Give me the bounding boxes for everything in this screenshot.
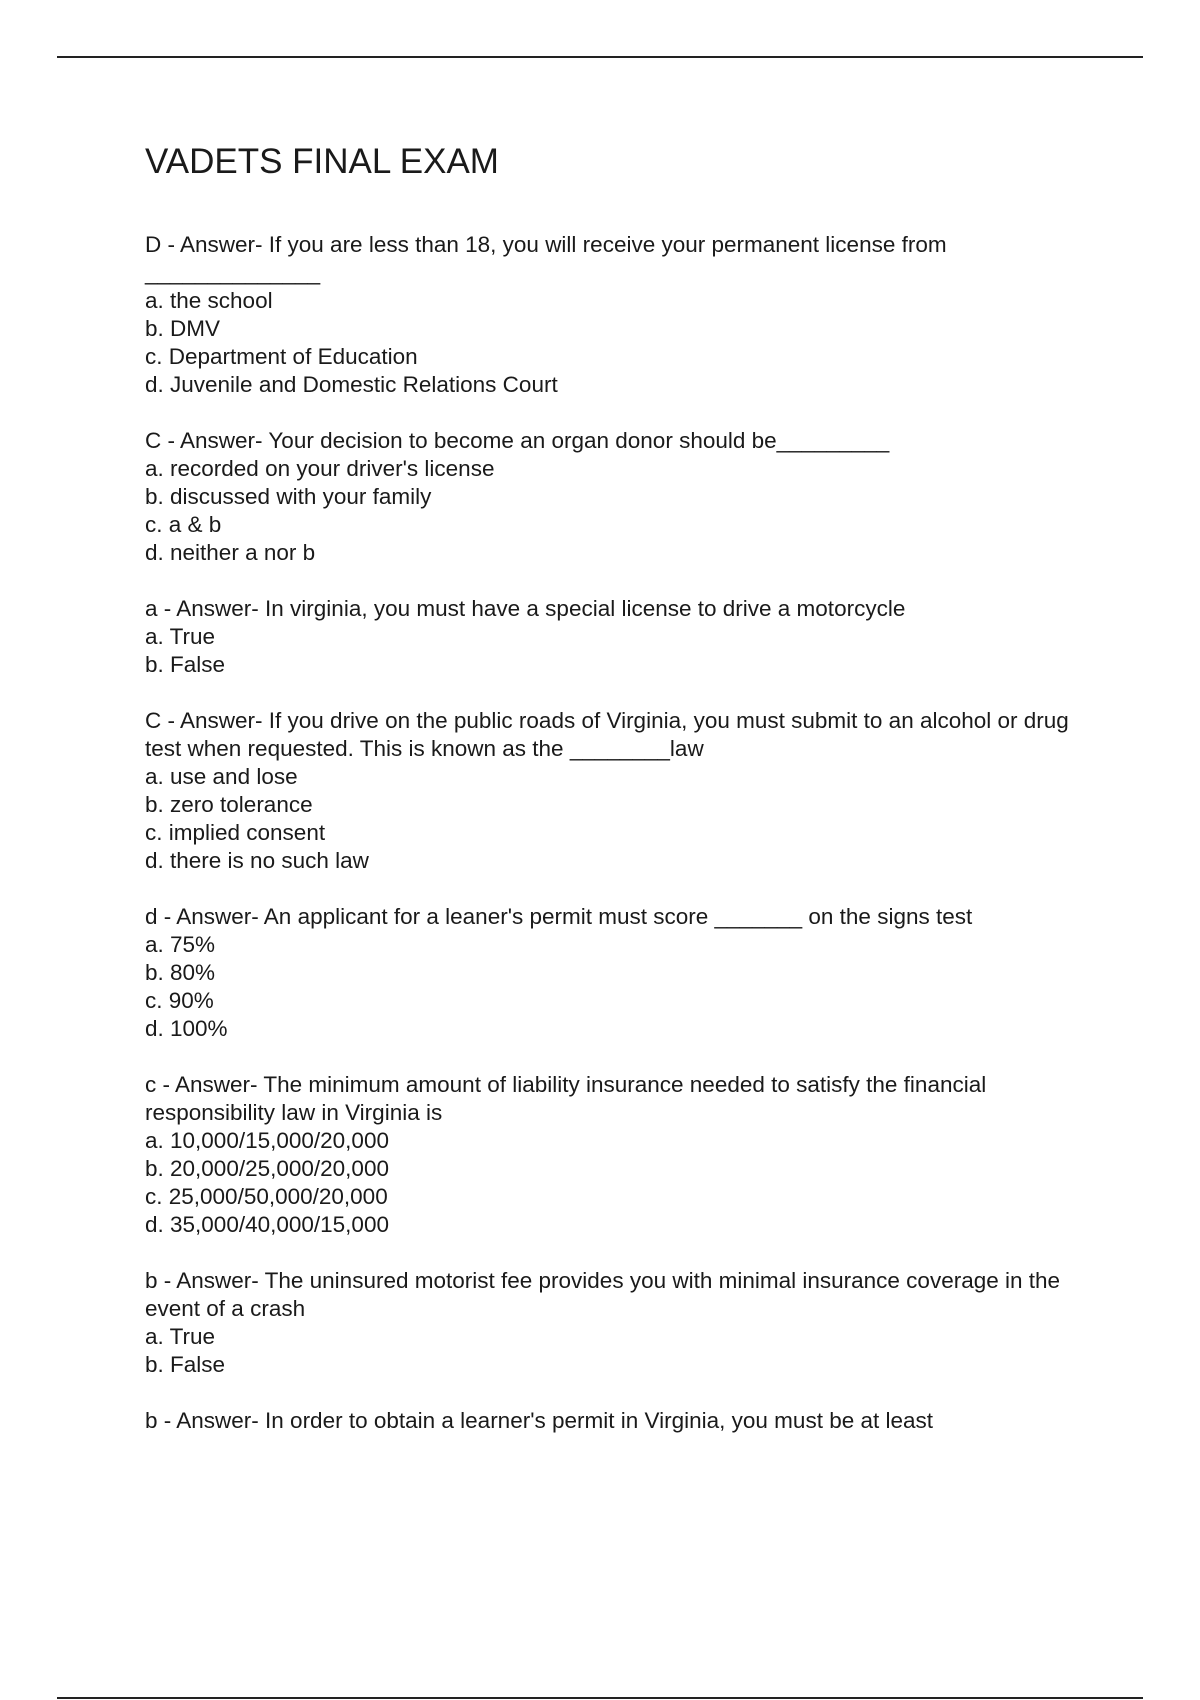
question-1	[145, 231, 1105, 399]
option-a: a. recorded on your driver's license	[145, 456, 495, 481]
question-2	[145, 427, 1105, 567]
question-text: b - Answer- In order to obtain a learner's permit in Virginia, you must be at least	[145, 1408, 934, 1433]
option-b: b. False	[145, 652, 226, 677]
option-a: a. True	[145, 1324, 216, 1349]
question-3	[145, 595, 1105, 679]
option-a: a. the school	[145, 288, 273, 313]
option-c: c. 25,000/50,000/20,000	[145, 1184, 388, 1209]
question-8	[145, 1407, 1105, 1435]
document-body	[145, 140, 1105, 1463]
option-a: a. 10,000/15,000/20,000	[145, 1128, 389, 1153]
question-text: C - Answer- Your decision to become an organ donor should be_________	[145, 428, 890, 453]
option-d: d. 100%	[145, 1016, 228, 1041]
question-text: d - Answer- An applicant for a leaner's permit must score _______ on the signs test	[145, 904, 973, 929]
option-a: a. True	[145, 624, 216, 649]
question-7	[145, 1267, 1105, 1379]
top-divider	[57, 56, 1143, 58]
option-b: b. 20,000/25,000/20,000	[145, 1156, 389, 1181]
document-title: VADETS FINAL EXAM	[145, 142, 499, 181]
option-c: c. Department of Education	[145, 344, 418, 369]
option-b: b. DMV	[145, 316, 221, 341]
question-text: b - Answer- The uninsured motorist fee provides you with minimal insurance coverage in the event of a crash	[145, 1268, 1067, 1321]
question-6	[145, 1071, 1105, 1239]
question-text: C - Answer- If you drive on the public roads of Virginia, you must submit to an alcohol or drug test when requested. This is known as the ________law	[145, 708, 1076, 761]
option-a: a. 75%	[145, 932, 216, 957]
option-d: d. neither a nor b	[145, 540, 316, 565]
option-d: d. there is no such law	[145, 848, 369, 873]
option-b: b. 80%	[145, 960, 216, 985]
question-4	[145, 707, 1105, 875]
option-b: b. False	[145, 1352, 226, 1377]
option-c: c. implied consent	[145, 820, 326, 845]
question-text: D - Answer- If you are less than 18, you will receive your permanent license from ______________	[145, 232, 953, 285]
option-a: a. use and lose	[145, 764, 298, 789]
option-b: b. discussed with your family	[145, 484, 432, 509]
option-b: b. zero tolerance	[145, 792, 313, 817]
question-5	[145, 903, 1105, 1043]
question-text: a - Answer- In virginia, you must have a special license to drive a motorcycle	[145, 596, 906, 621]
option-d: d. 35,000/40,000/15,000	[145, 1212, 389, 1237]
option-d: d. Juvenile and Domestic Relations Court	[145, 372, 558, 397]
option-c: c. 90%	[145, 988, 214, 1013]
question-text: c - Answer- The minimum amount of liability insurance needed to satisfy the financial responsibility law in Virginia is	[145, 1072, 993, 1125]
option-c: c. a & b	[145, 512, 222, 537]
bottom-divider	[57, 1697, 1143, 1699]
